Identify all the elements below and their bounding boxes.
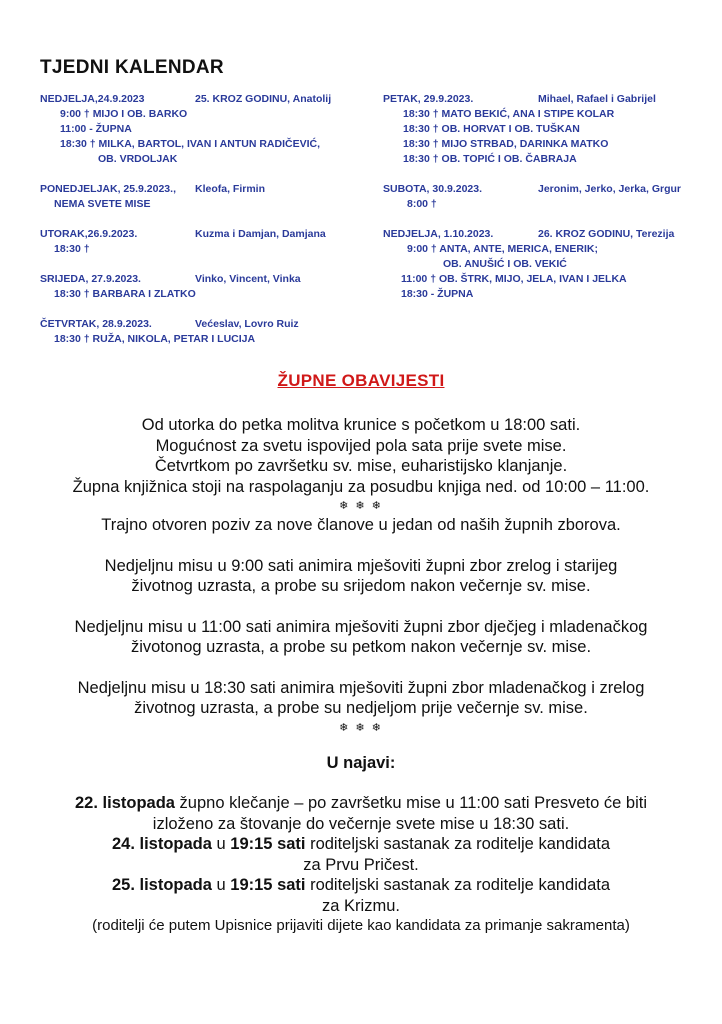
day-saints: Većeslav, Lovro Ruiz (195, 318, 299, 330)
notices-title: ŽUPNE OBAVIJESTI (277, 371, 445, 390)
notice-line: Nedjeljnu misu u 11:00 sati animira mješoviti župni zbor dječjeg i mladenačkog (74, 617, 648, 636)
day-entry (40, 182, 340, 212)
announce-line: za Krizmu. (322, 896, 400, 915)
announce-line (0, 793, 722, 814)
announce-line: izloženo za štovanje do večernje svete mise u 18:30 sati. (152, 814, 570, 833)
day-saints: Kleofa, Firmin (195, 183, 266, 195)
mass-line: 18:30 † OB. HORVAT I OB. TUŠKAN (403, 123, 580, 135)
day-entry (383, 227, 683, 302)
snowflake-divider: ❄ ❄ ❄ (339, 721, 383, 734)
mass-line: 18:30 † (54, 243, 90, 255)
notice-line: Četvrtkom po završetku sv. mise, euharistijsko klanjanje. (154, 457, 568, 475)
notice-line: životonog uzrasta, a probe su petkom nakon večernje sv. mise. (130, 638, 592, 656)
notice-line: Nedjeljnu misu u 18:30 sati animira mješoviti župni zbor mladenačkog i zrelog (77, 678, 645, 697)
mass-line: 18:30 † OB. TOPIĆ I OB. ČABRAJA (403, 153, 577, 165)
announce-text: u (211, 876, 231, 894)
mass-line: 18:30 - ŽUPNA (401, 288, 474, 300)
announce-text: u (211, 835, 231, 853)
mass-line: 18:30 † MATO BEKIĆ, ANA I STIPE KOLAR (403, 108, 615, 120)
day-name: UTORAK,26.9.2023. (40, 228, 138, 240)
announce-text: roditeljski sastanak za roditelje kandidata (305, 876, 611, 894)
day-saints: Mihael, Rafael i Gabrijel (538, 93, 656, 105)
day-saints: Jeronim, Jerko, Jerka, Grgur (538, 183, 681, 195)
day-name: SRIJEDA, 27.9.2023. (40, 273, 141, 285)
announce-heading: U najavi: (326, 753, 396, 772)
announce-line: za Prvu Pričest. (303, 855, 419, 874)
mass-line: 18:30 † MIJO STRBAD, DARINKA MATKO (403, 138, 609, 150)
announce-date: 24. listopada (111, 835, 212, 853)
announce-text: župno klečanje – po završetku mise u 11:00 sati Presveto će biti (174, 794, 647, 812)
notice-line: Župna knjižnica stoji na raspolaganju za posudbu knjiga ned. od 10:00 – 11:00. (72, 477, 650, 496)
day-entry (40, 317, 340, 347)
day-name: NEDJELJA, 1.10.2023. (383, 228, 494, 240)
mass-line: NEMA SVETE MISE (54, 198, 151, 210)
day-name: SUBOTA, 30.9.2023. (383, 183, 483, 195)
mass-line: OB. VRDOLJAK (98, 153, 178, 165)
day-entry (383, 182, 683, 212)
notices-body (0, 415, 722, 937)
notice-line: Nedjeljnu misu u 9:00 sati animira mješoviti župni zbor zrelog i starijeg (104, 556, 618, 575)
day-saints: 26. KROZ GODINU, Terezija (538, 228, 675, 240)
announce-time: 19:15 sati (230, 876, 306, 894)
day-entry (40, 92, 340, 167)
day-name: PETAK, 29.9.2023. (383, 93, 474, 105)
mass-line: 11:00 - ŽUPNA (60, 123, 132, 135)
announce-text: roditeljski sastanak za roditelje kandidata (305, 835, 611, 853)
announce-date: 22. listopada (75, 794, 175, 812)
footnote: (roditelji će putem Upisnice prijaviti dijete kao kandidata za primanje sakramenta) (92, 917, 630, 934)
announce-date: 25. listopada (111, 876, 212, 894)
day-name: PONEDJELJAK, 25.9.2023., (40, 183, 176, 195)
notice-line: Trajno otvoren poziv za nove članove u jedan od naših župnih zborova. (101, 516, 621, 534)
day-saints: Vinko, Vincent, Vinka (195, 273, 301, 285)
notice-line: životnog uzrasta, a probe su srijedom nakon večernje sv. mise. (131, 577, 591, 595)
mass-line: 9:00 † ANTA, ANTE, MERICA, ENERIK; (407, 243, 598, 255)
notice-line: životnog uzrasta, a probe su nedjeljom prije večernje sv. mise. (134, 699, 588, 717)
calendar-left-column (40, 92, 340, 362)
mass-line: OB. ANUŠIĆ I OB. VEKIĆ (443, 258, 567, 270)
calendar-title: TJEDNI KALENDAR (40, 57, 224, 78)
announce-time: 19:15 sati (230, 835, 306, 853)
calendar-right-column (383, 92, 683, 317)
day-saints: Kuzma i Damjan, Damjana (195, 228, 326, 240)
day-entry (383, 92, 683, 167)
day-entry (40, 272, 340, 302)
notice-line: Mogućnost za svetu ispovijed pola sata prije svete mise. (155, 436, 567, 455)
day-name: ČETVRTAK, 28.9.2023. (40, 318, 152, 330)
mass-line: 11:00 † OB. ŠTRK, MIJO, JELA, IVAN I JELKA (401, 273, 627, 285)
day-saints: 25. KROZ GODINU, Anatolij (195, 93, 332, 105)
mass-line: 9:00 † MIJO I OB. BARKO (60, 108, 188, 120)
notice-line: Od utorka do petka molitva krunice s početkom u 18:00 sati. (141, 416, 581, 434)
announce-line (0, 875, 722, 896)
mass-line: 18:30 † MILKA, BARTOL, IVAN I ANTUN RADIČEVIĆ, (60, 138, 320, 150)
snowflake-divider: ❄ ❄ ❄ (339, 500, 383, 512)
mass-line: 8:00 † (407, 198, 437, 210)
mass-line: 18:30 † BARBARA I ZLATKO (54, 288, 196, 300)
mass-line: 18:30 † RUŽA, NIKOLA, PETAR I LUCIJA (54, 333, 256, 345)
day-entry (40, 227, 340, 257)
day-name: NEDJELJA,24.9.2023 (40, 93, 145, 105)
announce-line (0, 834, 722, 855)
